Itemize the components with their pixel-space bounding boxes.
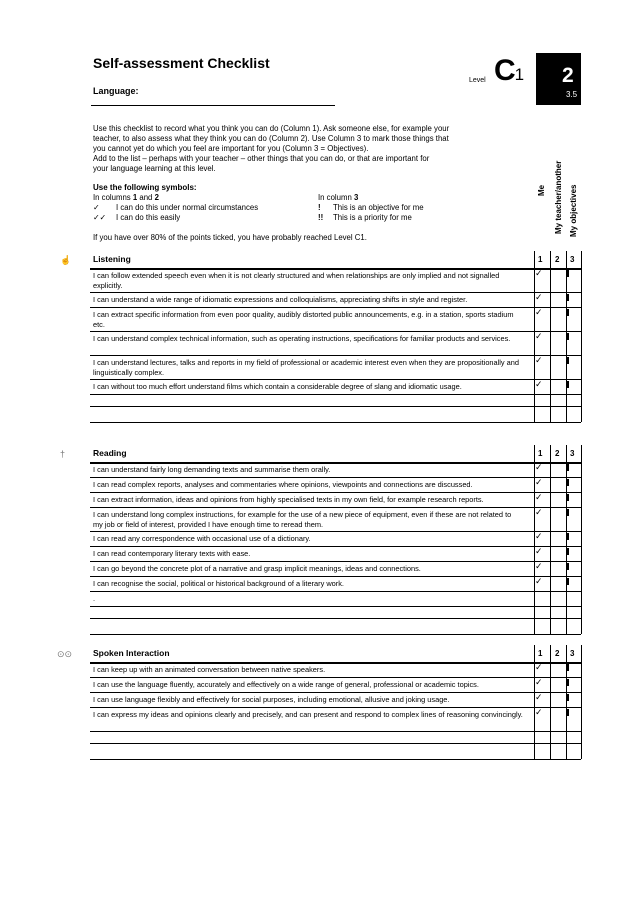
objective-mark — [567, 563, 569, 570]
section-title-spoken-interaction: Spoken Interaction — [93, 648, 170, 658]
row-rule — [90, 355, 581, 356]
row-rule — [90, 677, 581, 678]
column-number: 2 — [555, 649, 560, 658]
symbol-double-tick: ✓✓ — [93, 213, 107, 222]
row-rule — [90, 707, 581, 708]
section-title-listening: Listening — [93, 254, 131, 264]
column-rule — [566, 445, 567, 634]
checklist-row-text: I can understand complex technical information, such as operating instructions, specifications for familiar products and services. — [93, 334, 511, 343]
percent-note: If you have over 80% of the points ticked, you have probably reached Level C1. — [93, 233, 367, 242]
symbol-tick-text: I can do this under normal circumstances — [116, 203, 259, 212]
blank-row-rule — [90, 634, 581, 635]
tick-mark-icon: ✓ — [535, 492, 543, 502]
column-rule — [566, 645, 567, 759]
row-rule — [90, 492, 581, 493]
tick-mark-icon: ✓ — [535, 307, 543, 317]
tick-mark-icon: ✓ — [535, 692, 543, 702]
section-header-rule — [90, 268, 581, 270]
objective-mark — [567, 509, 569, 516]
tick-mark-icon: ✓ — [535, 707, 543, 717]
row-rule — [90, 731, 581, 732]
objective-mark — [567, 333, 569, 340]
column-rule — [566, 251, 567, 422]
objective-mark — [567, 679, 569, 686]
column-number: 3 — [570, 649, 575, 658]
checklist-row-text: I can go beyond the concrete plot of a narrative and grasp implicit meanings, ideas and connections. — [93, 564, 421, 573]
column-number: 2 — [555, 449, 560, 458]
column-rule — [550, 251, 551, 422]
column-header-teacher: My teacher/another — [554, 160, 563, 234]
tick-mark-icon: ✓ — [535, 561, 543, 571]
objective-mark — [567, 548, 569, 555]
objective-mark — [567, 381, 569, 388]
checklist-row-text: I can express my ideas and opinions clearly and precisely, and can present and respond to complex lines of reasoning convincingly. — [93, 710, 523, 719]
checklist-row-text: I can use the language fluently, accurately and effectively on a wide range of general, professional or academic topics. — [93, 680, 479, 689]
level-label: Level — [469, 77, 486, 84]
checklist-row-text: I can understand fairly long demanding texts and summarise them orally. — [93, 465, 331, 474]
level-box-subnumber: 3.5 — [566, 90, 578, 99]
row-rule — [90, 292, 581, 293]
checklist-row-text: I can read any correspondence with occasional use of a dictionary. — [93, 534, 311, 543]
column-number: 1 — [538, 449, 543, 458]
column-rule — [550, 645, 551, 759]
column-number: 3 — [570, 255, 575, 264]
symbol-exclaim-text: This is an objective for me — [333, 203, 424, 212]
speech-icon: ⊙⊙ — [57, 649, 73, 659]
objective-mark — [567, 709, 569, 716]
objective-mark — [567, 664, 569, 671]
symbol-exclaim: ! — [318, 203, 321, 212]
intro-text: Use this checklist to record what you think you can do (Column 1). Ask someone else, for example your teacher, to also assess what they think you can do (Column 2). Use Column 3 to mark those things that you cannot yet do which you feel are important for you (Column 3 = Objectives). Add to the list – perhaps with your teacher – other things that you can do, or that are important for your language learning at this level. — [93, 124, 450, 173]
column-rule — [534, 251, 535, 422]
checklist-row-text: I can extract information, ideas and opinions from highly specialised texts in my own field, for example research reports. — [93, 495, 484, 504]
tick-mark-icon: ✓ — [535, 677, 543, 687]
checklist-row-text: I can recognise the social, political or historical background of a literary work. — [93, 579, 344, 588]
row-rule — [90, 546, 581, 547]
symbols-right-heading: In column 3 — [318, 193, 359, 202]
blank-row-rule — [90, 743, 581, 744]
eye-icon: † — [60, 449, 66, 459]
row-rule — [90, 692, 581, 693]
symbol-double-exclaim-text: This is a priority for me — [333, 213, 412, 222]
checklist-row-text: I can without too much effort understand films which contain a considerable degree of slang and idiomatic usage. — [93, 382, 462, 391]
checklist-row-text: I can understand long complex instructions, for example for the use of a new piece of equipment, even if these are not related to my job or field of interest, provided I have enough time to reread them. — [93, 510, 512, 529]
checklist-row-text: I can follow extended speech even when it is not clearly structured and when relationships are only implied and not signalled explicitly. — [93, 271, 500, 290]
column-header-objectives: My objectives — [569, 184, 578, 237]
section-header-rule — [90, 462, 581, 464]
row-rule — [90, 394, 581, 395]
symbol-double-tick-text: I can do this easily — [116, 213, 181, 222]
row-rule — [90, 576, 581, 577]
page-title: Self-assessment Checklist — [93, 55, 270, 71]
tick-mark-icon: ✓ — [535, 355, 543, 365]
column-header-me: Me — [537, 184, 546, 196]
language-label: Language: — [93, 86, 139, 96]
column-rule — [581, 645, 582, 759]
tick-mark-icon: ✓ — [535, 292, 543, 302]
tick-mark-icon: ✓ — [535, 379, 543, 389]
row-rule — [90, 561, 581, 562]
column-number: 1 — [538, 255, 543, 264]
row-rule — [90, 507, 581, 508]
tick-mark-icon: ✓ — [535, 462, 543, 472]
tick-mark-icon: ✓ — [535, 331, 543, 341]
tick-mark-icon: ✓ — [535, 477, 543, 487]
column-rule — [581, 445, 582, 634]
language-field-line — [91, 105, 335, 106]
blank-row-rule — [90, 618, 581, 619]
blank-row-rule — [90, 759, 581, 760]
row-rule — [90, 531, 581, 532]
tick-mark-icon: ✓ — [535, 576, 543, 586]
objective-mark — [567, 533, 569, 540]
tick-mark-icon: ✓ — [535, 531, 543, 541]
row-rule — [90, 606, 581, 607]
checklist-row-text: . — [93, 594, 96, 603]
column-number: 1 — [538, 649, 543, 658]
column-number: 3 — [570, 449, 575, 458]
objective-mark — [567, 309, 569, 316]
tick-mark-icon: ✓ — [535, 507, 543, 517]
tick-mark-icon: ✓ — [535, 268, 543, 278]
checklist-row-text: I can understand lectures, talks and reports in my field of professional or academic interest even when they are propositionally and linguistically complex. — [93, 358, 520, 377]
column-rule — [581, 251, 582, 422]
symbol-double-exclaim: !! — [318, 213, 324, 222]
ear-icon: ☝ — [60, 255, 72, 265]
row-rule — [90, 477, 581, 478]
objective-mark — [567, 578, 569, 585]
objective-mark — [567, 357, 569, 364]
level-box-number: 2 — [562, 64, 574, 87]
section-header-rule — [90, 662, 581, 664]
checklist-row-text: I can use language flexibly and effectively for social purposes, including emotional, allusive and joking usage. — [93, 695, 450, 704]
column-number: 2 — [555, 255, 560, 264]
objective-mark — [567, 694, 569, 701]
row-rule — [90, 591, 581, 592]
level-code: C1 — [494, 54, 524, 87]
objective-mark — [567, 270, 569, 277]
symbol-tick: ✓ — [93, 203, 100, 212]
section-title-reading: Reading — [93, 448, 127, 458]
objective-mark — [567, 494, 569, 501]
row-rule — [90, 307, 581, 308]
column-rule — [534, 645, 535, 759]
blank-row-rule — [90, 422, 581, 423]
symbols-title: Use the following symbols: — [93, 183, 197, 192]
row-rule — [90, 331, 581, 332]
checklist-row-text: I can extract specific information from even poor quality, audibly distorted public announcements, e.g. in a station, sports stadium etc. — [93, 310, 514, 329]
column-rule — [550, 445, 551, 634]
blank-row-rule — [90, 406, 581, 407]
row-rule — [90, 379, 581, 380]
checklist-row-text: I can understand a wide range of idiomatic expressions and colloquialisms, appreciating shifts in style and register. — [93, 295, 468, 304]
checklist-row-text: I can read contemporary literary texts with ease. — [93, 549, 251, 558]
tick-mark-icon: ✓ — [535, 546, 543, 556]
objective-mark — [567, 479, 569, 486]
objective-mark — [567, 464, 569, 471]
objective-mark — [567, 294, 569, 301]
column-rule — [534, 445, 535, 634]
checklist-row-text: I can read complex reports, analyses and commentaries where opinions, viewpoints and connections are discussed. — [93, 480, 473, 489]
symbols-left-heading: In columns 1 and 2 — [93, 193, 159, 202]
tick-mark-icon: ✓ — [535, 662, 543, 672]
checklist-row-text: I can keep up with an animated conversation between native speakers. — [93, 665, 326, 674]
